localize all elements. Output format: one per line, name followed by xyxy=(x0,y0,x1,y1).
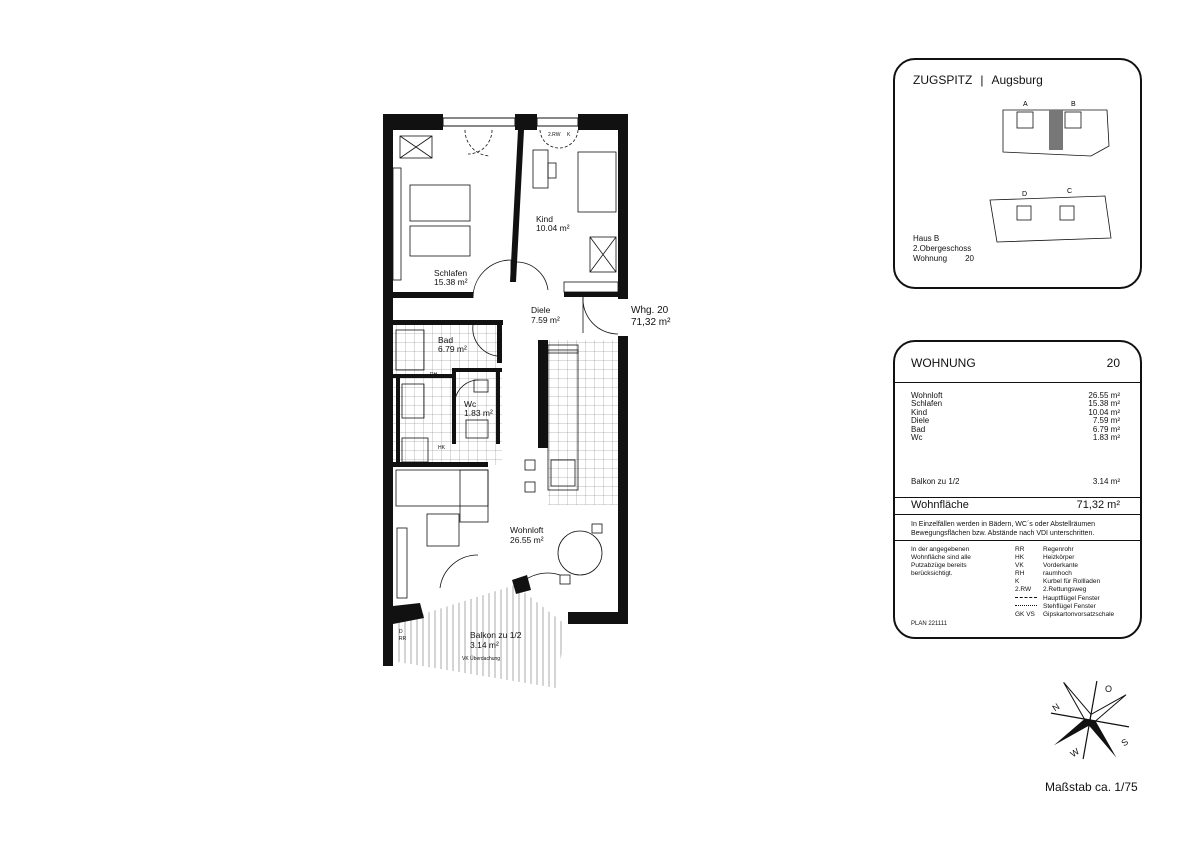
label-hk: HK xyxy=(438,445,445,451)
room-balkon-area: 3.14 m² xyxy=(470,640,499,650)
top-windows xyxy=(443,118,578,126)
block-c: C xyxy=(1067,188,1073,195)
wohnung-header xyxy=(895,342,1140,383)
label-rw: 2.RW xyxy=(548,132,561,138)
room-wohnloft-area: 26.55 m² xyxy=(510,535,544,545)
title-separator: | xyxy=(980,73,984,87)
room-kind-name: Kind xyxy=(536,214,554,224)
room-schlafen-area: 15.38 m² xyxy=(434,277,468,287)
room-kind-area: 10.04 m² xyxy=(536,223,570,233)
label-d: D xyxy=(399,629,403,635)
compass-rose xyxy=(1028,657,1153,783)
room-bad-area: 6.79 m² xyxy=(438,344,467,354)
scale-label: Maßstab ca. 1/75 xyxy=(1045,780,1138,794)
balkon-row xyxy=(911,477,1120,486)
vdi-note: In Einzelfällen werden in Bädern, WC´s oder Abstellräumen Bewegungsflächen bzw. Abstände nach VDI unterschritten. xyxy=(911,521,1096,537)
label-k: K xyxy=(567,132,571,138)
list-item: Kind 10.04 m² xyxy=(911,407,1120,417)
wohnung-number: 20 xyxy=(1106,356,1120,370)
block-a: A xyxy=(1023,101,1028,108)
kitchen-tiles xyxy=(548,340,626,505)
legend-row: GK VS Gipskartonvorsatzschale xyxy=(1015,610,1115,618)
unit-tag-label: Whg. 20 xyxy=(631,305,669,316)
label-rh: RH xyxy=(430,372,438,378)
dotted-line-icon xyxy=(1015,605,1037,606)
room-schlafen-name: Schlafen xyxy=(434,268,468,278)
balkon-area: 3.14 m² xyxy=(1092,477,1120,486)
compass-w: W xyxy=(1068,746,1082,760)
legend-row: K Kurbel für Rollladen xyxy=(1015,578,1101,586)
dashed-line-icon xyxy=(1015,597,1037,598)
room-bad-name: Bad xyxy=(438,335,454,345)
room-diele-area: 7.59 m² xyxy=(531,315,560,325)
list-item: Wohnloft 26.55 m² xyxy=(911,391,1120,400)
list-item: Wc 1.83 m² xyxy=(911,433,1120,443)
label-vk: VK Überdachung xyxy=(462,656,501,662)
wohnung-card xyxy=(893,340,1142,639)
total-value: 71,32 m² xyxy=(1076,499,1120,511)
legend xyxy=(1015,546,1135,619)
total-label: Wohnfläche xyxy=(911,499,969,511)
unit-location xyxy=(913,234,974,264)
room-balkon-name: Balkon zu 1/2 xyxy=(470,630,522,640)
project-name: ZUGSPITZ xyxy=(913,73,973,87)
plan-id: PLAN 221111 xyxy=(911,621,948,627)
room-diele-name: Diele xyxy=(531,305,551,315)
legend-row: RH raumhoch xyxy=(1015,570,1072,578)
unit-tag-area: 71,32 m² xyxy=(631,317,671,328)
compass-n: N xyxy=(1050,701,1062,714)
project-city: Augsburg xyxy=(991,73,1043,87)
room-area-list xyxy=(911,392,1120,442)
compass-o: O xyxy=(1105,684,1113,694)
highlight-unit-block xyxy=(1049,110,1063,150)
info-text: In der angegebenen Wohnfläche sind alle Putzabzüge bereits berücksichtigt. xyxy=(911,546,971,577)
list-item: Diele 7.59 m² xyxy=(911,416,1120,426)
room-wc-area: 1.83 m² xyxy=(464,408,493,418)
compass-s: S xyxy=(1119,736,1131,749)
location-floor: 2.Obergeschoss xyxy=(913,244,972,253)
location-unit: Wohnung 20 xyxy=(913,254,975,263)
total-area-row xyxy=(895,497,1140,515)
label-rr: RR xyxy=(399,636,407,642)
legend-row: VK Vorderkante xyxy=(1015,562,1079,570)
legend-row: HK Heizkörper xyxy=(1015,554,1075,562)
balkon-name: Balkon zu 1/2 xyxy=(911,477,960,486)
list-item: Bad 6.79 m² xyxy=(911,424,1120,434)
room-wohnloft-name: Wohnloft xyxy=(510,525,544,535)
location-house: Haus B xyxy=(913,234,940,243)
project-card xyxy=(893,58,1142,289)
divider xyxy=(895,540,1140,541)
legend-row: RR Regenrohr xyxy=(1015,546,1074,553)
list-item: Schlafen 15.38 m² xyxy=(911,399,1120,409)
block-b: B xyxy=(1071,101,1076,108)
legend-row-fixed-sash: Stehflügel Fenster xyxy=(1015,603,1135,611)
wohnung-title: WOHNUNG xyxy=(911,356,976,370)
room-wc-name: Wc xyxy=(464,399,477,409)
legend-row-main-sash: Hauptflügel Fenster xyxy=(1015,595,1135,603)
legend-row: 2.RW 2.Rettungsweg xyxy=(1015,586,1087,594)
block-d: D xyxy=(1022,191,1028,198)
